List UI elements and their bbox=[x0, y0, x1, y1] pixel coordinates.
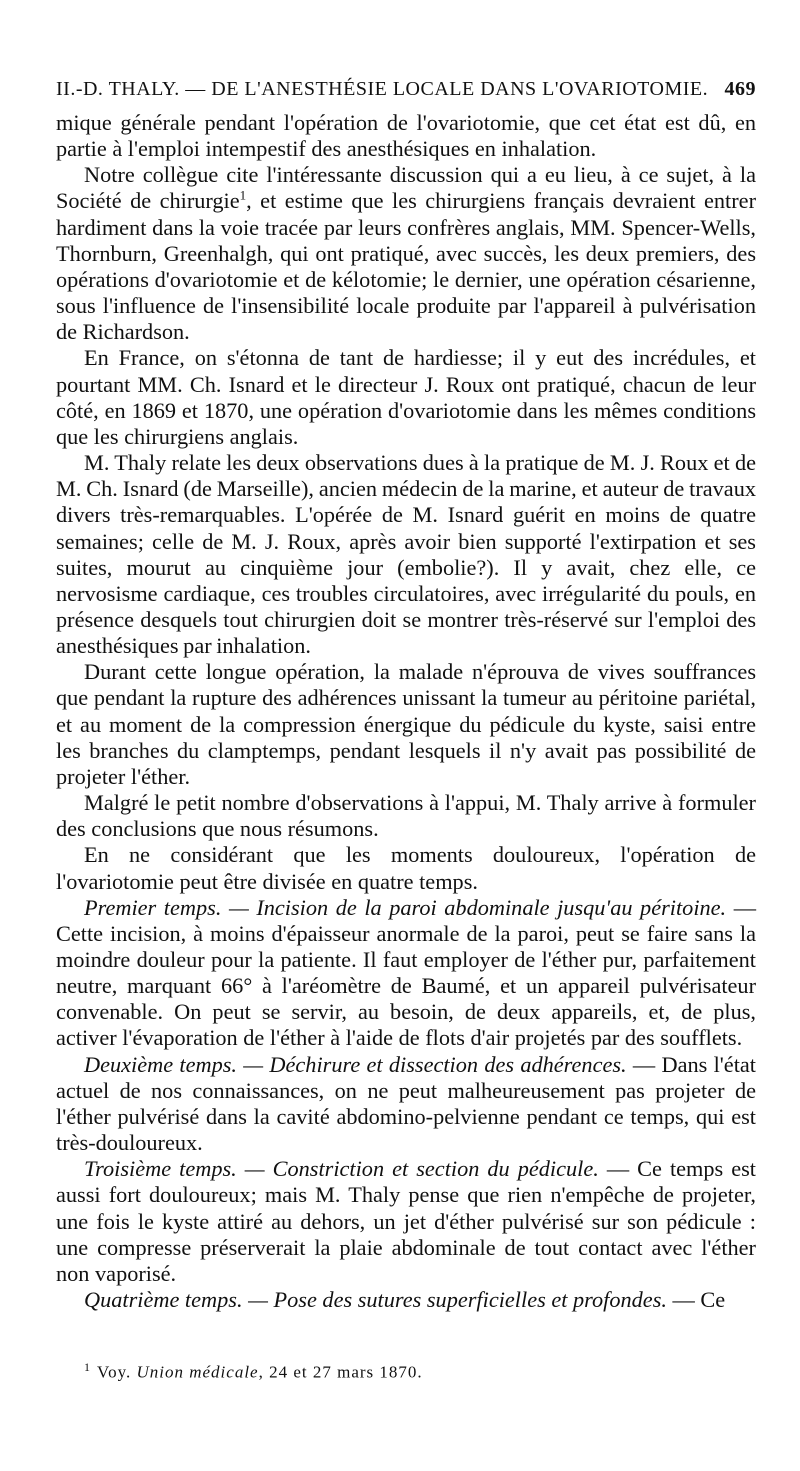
section-heading: Troisième temps. — Constriction et section du pédicule. bbox=[84, 1156, 599, 1182]
section-heading: Quatrième temps. — Pose des sutures superficielles et profondes. bbox=[84, 1287, 667, 1313]
paragraph: M. Thaly relate les deux observations dues à la pratique de M. J. Roux et de M. Ch. Isnard (de Marseille), ancien médecin de la marine, et auteur de travaux divers très-remarquables. L'opérée de M. Isnard guérit en moins de quatre semaines; celle de M. J. Roux, après avoir bien supporté l'extirpation et ses suites, mourut au cinquième jour (embolie?). Il y avait, chez elle, ce nervosisme cardiaque, ces troubles circulatoires, avec irrégularité du pouls, en présence desquels tout chirurgien doit se montrer très-réservé sur l'emploi des anesthésiques par inhalation. bbox=[56, 450, 756, 659]
body-text bbox=[56, 110, 756, 1313]
paragraph: Troisième temps. — Constriction et section du pédicule. — Ce temps est aussi fort douloureux; mais M. Thaly pense que rien n'empêche de projeter, une fois le kyste attiré au dehors, un jet d'éther pulvérisé sur son pédicule : une compresse préserverait la plaie abdominale de tout contact avec l'éther non vaporisé. bbox=[56, 1156, 756, 1286]
footnote-reference[interactable]: 1 bbox=[239, 188, 247, 204]
section-heading: Premier temps. — Incision de la paroi abdominale jusqu'au péritoine. bbox=[84, 894, 727, 920]
footnote: $^1$ Voy. Union médicale, 24 et 27 mars 1870. bbox=[84, 1360, 423, 1382]
paragraph: En ne considérant que les moments douloureux, l'opération de l'ovariotomie peut être divisée en quatre temps. bbox=[56, 842, 756, 894]
footnote-mark: 1 bbox=[84, 1360, 91, 1374]
paragraph: En France, on s'étonna de tant de hardiesse; il y eut des incrédules, et pourtant MM. Ch. Isnard et le directeur J. Roux ont pratiqué, chacun de leur côté, en 1869 et 1870, une opération d'ovariotomie dans les mêmes conditions que les chirurgiens anglais. bbox=[56, 345, 756, 449]
paragraph: Quatrième temps. — Pose des sutures superficielles et profondes. — Ce bbox=[84, 1287, 726, 1313]
running-header bbox=[56, 78, 756, 101]
paragraph: Notre collègue cite l'intéressante discussion qui a eu lieu, à ce sujet, à la Société de chirurgie$^1$, et estime que les chirurgiens français devraient entrer hardiment dans la voie tracée par leurs confrères anglais, MM. Spencer-Wells, Thornburn, Greenhalgh, qui ont pratiqué, avec succès, les deux premiers, des opérations d'ovariotomie et de kélotomie; le dernier, une opération césarienne, sous l'influence de l'insensibilité locale produite par l'appareil à pulvérisation de Richardson. bbox=[56, 162, 756, 345]
page-number: 469 bbox=[724, 78, 756, 100]
paragraph: mique générale pendant l'opération de l'ovariotomie, que cet état est dû, en partie à l'emploi intempestif des anesthésiques en inhalation. bbox=[56, 110, 756, 162]
footnote-journal: Union médicale bbox=[136, 1362, 259, 1382]
running-title: II.-D. THALY. — DE L'ANESTHÉSIE LOCALE DANS L'OVARIOTOMIE. bbox=[56, 78, 709, 100]
paragraph: Premier temps. — Incision de la paroi abdominale jusqu'au péritoine. — Cette incision, à moins d'épaisseur anormale de la paroi, peut se faire sans la moindre douleur pour la patiente. Il faut employer de l'éther pur, parfaitement neutre, marquant 66° à l'aréomètre de Baumé, et un appareil pulvérisateur convenable. On peut se servir, au besoin, de deux appareils, et, de plus, activer l'évaporation de l'éther à l'aide de flots d'air projetés par des soufflets. bbox=[56, 894, 756, 1051]
section-heading: Deuxième temps. — Déchirure et dissection des adhérences. bbox=[84, 1051, 627, 1077]
paragraph: Malgré le petit nombre d'observations à l'appui, M. Thaly arrive à formuler des conclusions que nous résumons. bbox=[56, 790, 756, 842]
paragraph: Durant cette longue opération, la malade n'éprouva de vives souffrances que pendant la rupture des adhérences unissant la tumeur au péritoine pariétal, et au moment de la compression énergique du pédicule du kyste, saisi entre les branches du clamptemps, pendant lesquels il n'y avait pas possibilité de projeter l'éther. bbox=[56, 659, 756, 789]
paragraph: Deuxième temps. — Déchirure et dissection des adhérences. — Dans l'état actuel de nos connaissances, on ne peut malheureusement pas projeter de l'éther pulvérisé dans la cavité abdomino-pelvienne pendant ce temps, qui est très-douloureux. bbox=[56, 1051, 756, 1156]
